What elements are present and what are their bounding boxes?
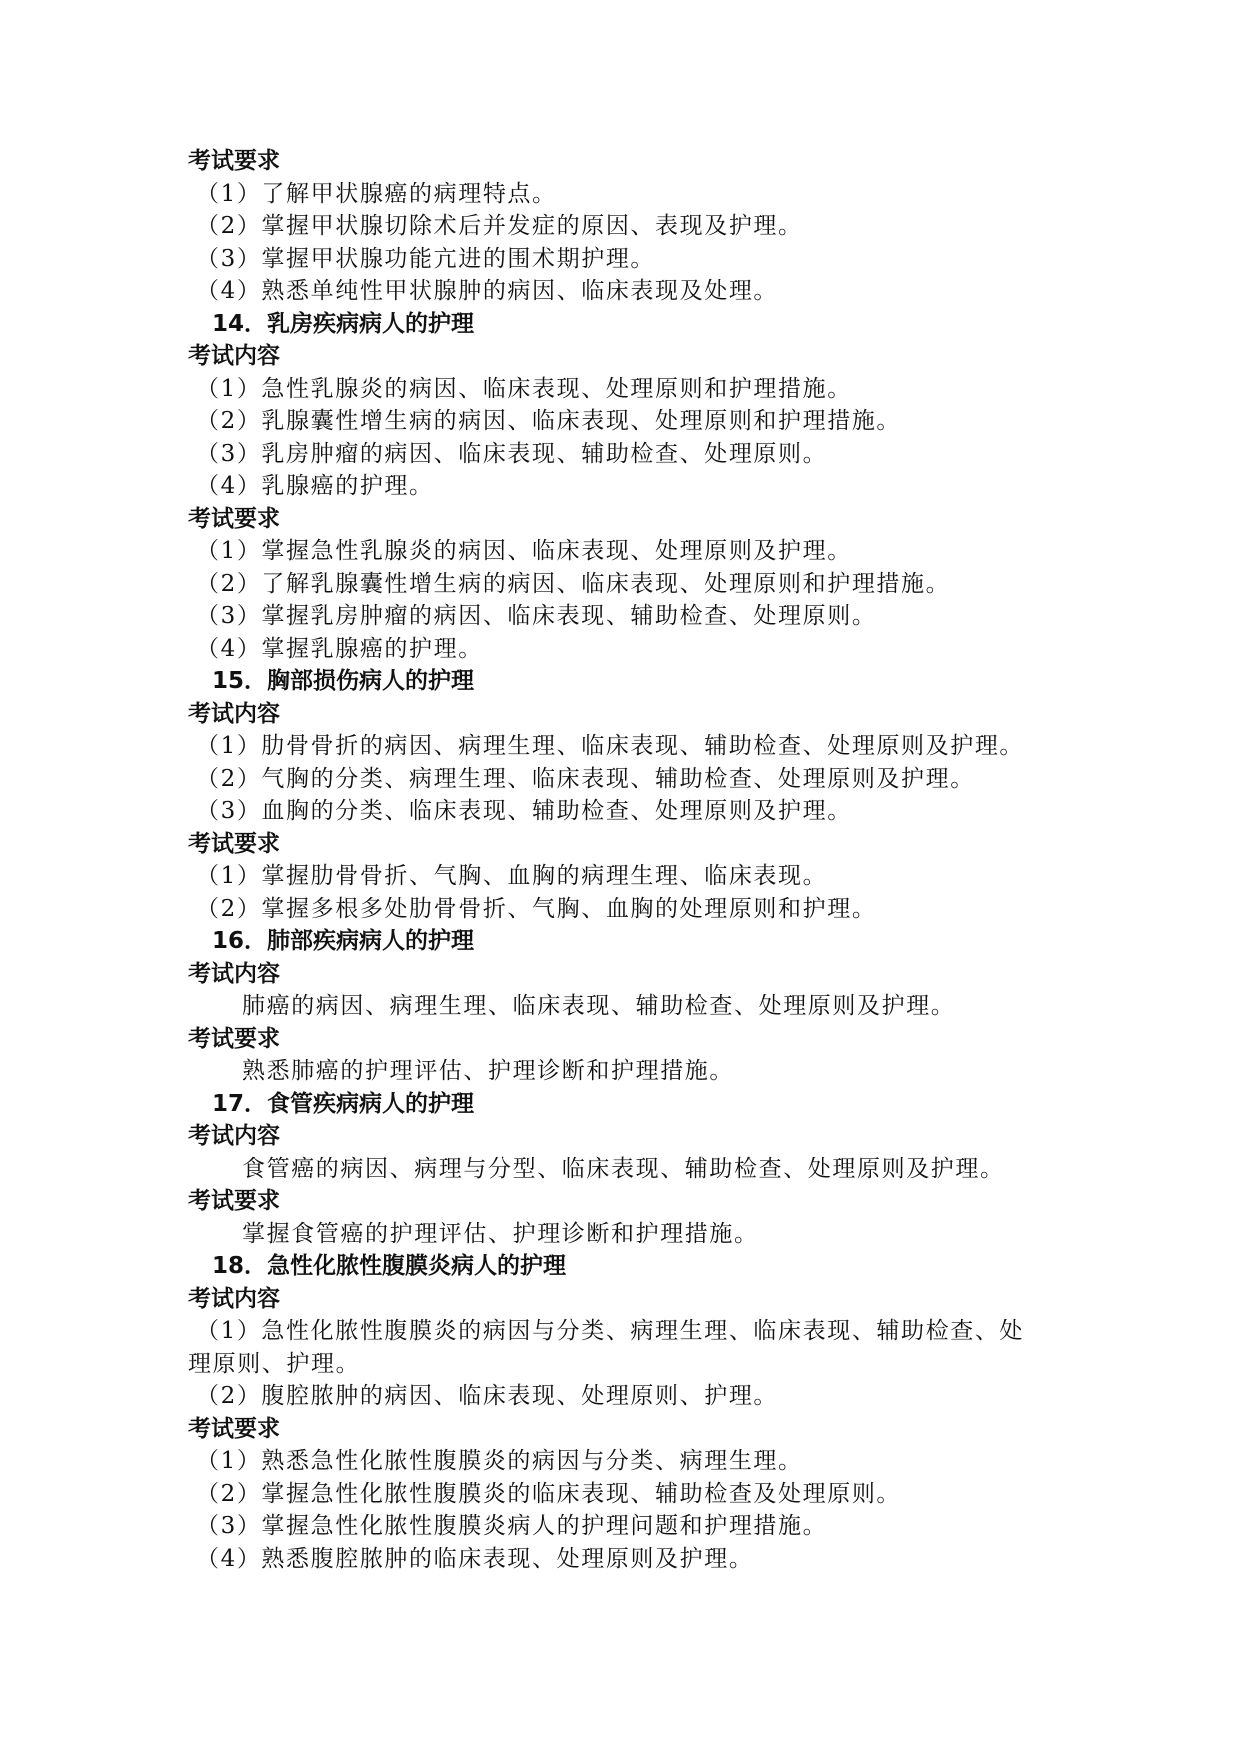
section-title-17: 17．食管疾病病人的护理 [212,1090,475,1117]
list-item: （4）熟悉单纯性甲状腺肿的病因、临床表现及处理。 [196,278,779,304]
list-item: （2）了解乳腺囊性增生病的病因、临床表现、处理原则和护理措施。 [196,570,951,597]
list-item: （1）熟悉急性化脓性腹膜炎的病因与分类、病理生理。 [196,1448,803,1474]
paragraph: 掌握食管癌的护理评估、护理诊断和护理措施。 [242,1220,759,1247]
heading-exam-requirements: 考试要求 [188,1188,280,1214]
heading-exam-requirements: 考试要求 [188,1025,280,1052]
list-item: （1）掌握急性乳腺炎的病因、临床表现、处理原则及护理。 [196,538,852,564]
list-item: （2）乳腺囊性增生病的病因、临床表现、处理原则和护理措施。 [196,408,902,434]
list-item: （1）了解甲状腺癌的病理特点。 [196,180,557,207]
section-title-18: 18．急性化脓性腹膜炎病人的护理 [212,1253,567,1279]
paragraph: 肺癌的病因、病理生理、临床表现、辅助检查、处理原则及护理。 [242,993,956,1019]
list-item: （2）掌握急性化脓性腹膜炎的临床表现、辅助检查及处理原则。 [196,1480,902,1507]
document-page [0,145,1240,1575]
list-item: （2）掌握多根多处肋骨骨折、气胸、血胸的处理原则和护理。 [196,895,877,922]
heading-exam-requirements: 考试要求 [188,505,280,532]
heading-exam-content: 考试内容 [188,1285,280,1312]
section-title-14: 14．乳房疾病病人的护理 [212,310,475,337]
list-item: （1）肋骨骨折的病因、病理生理、临床表现、辅助检查、处理原则及护理。 [196,733,1025,759]
heading-exam-content: 考试内容 [188,1123,280,1149]
section-title-16: 16．肺部疾病病人的护理 [212,928,475,954]
list-item: （2）腹腔脓肿的病因、临床表现、处理原则、护理。 [196,1383,779,1409]
list-item: （1）急性化脓性腹膜炎的病因与分类、病理生理、临床表现、辅助检查、处 [196,1318,1025,1344]
list-item: （4）掌握乳腺癌的护理。 [196,635,483,662]
heading-exam-content: 考试内容 [188,960,280,987]
list-item: （2）气胸的分类、病理生理、临床表现、辅助检查、处理原则及护理。 [196,765,975,792]
list-item: （3）乳房肿瘤的病因、临床表现、辅助检查、处理原则。 [196,440,828,467]
list-item: （1）急性乳腺炎的病因、临床表现、处理原则和护理措施。 [196,375,852,402]
heading-exam-requirements: 考试要求 [188,830,280,857]
paragraph: 熟悉肺癌的护理评估、护理诊断和护理措施。 [242,1058,734,1084]
list-item: （3）掌握乳房肿瘤的病因、临床表现、辅助检查、处理原则。 [196,603,877,629]
heading-exam-content: 考试内容 [188,700,280,727]
list-item: （3）掌握急性化脓性腹膜炎病人的护理问题和护理措施。 [196,1513,828,1539]
list-item-continuation: 理原则、护理。 [188,1350,361,1377]
heading-exam-requirements: 考试要求 [188,1415,280,1442]
section-title-15: 15．胸部损伤病人的护理 [212,668,475,694]
paragraph: 食管癌的病因、病理与分型、临床表现、辅助检查、处理原则及护理。 [242,1155,1005,1182]
list-item: （1）掌握肋骨骨折、气胸、血胸的病理生理、临床表现。 [196,863,828,889]
list-item: （4）乳腺癌的护理。 [196,473,434,499]
list-item: （3）血胸的分类、临床表现、辅助检查、处理原则及护理。 [196,798,852,824]
list-item: （4）熟悉腹腔脓肿的临床表现、处理原则及护理。 [196,1545,754,1572]
list-item: （2）掌握甲状腺切除术后并发症的原因、表现及护理。 [196,213,803,239]
heading-exam-requirements: 考试要求 [188,148,280,174]
list-item: （3）掌握甲状腺功能亢进的围术期护理。 [196,245,656,272]
heading-exam-content: 考试内容 [188,343,280,369]
